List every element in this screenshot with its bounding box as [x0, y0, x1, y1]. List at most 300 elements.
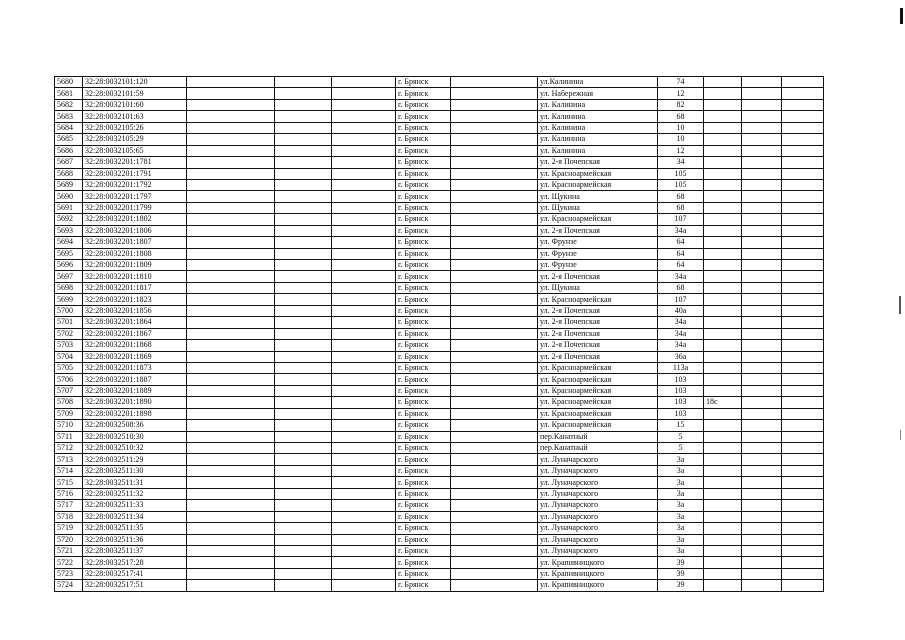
row-number-cell: 5683 — [55, 111, 83, 122]
empty-cell — [332, 88, 396, 99]
cadastral-number-cell: 32:28:0032201:1864 — [83, 317, 187, 328]
empty-cell — [742, 454, 782, 465]
city-cell: г. Брянск — [396, 465, 451, 476]
extra-cell — [704, 351, 742, 362]
cadastral-number-cell: 32:28:0032201:1807 — [83, 237, 187, 248]
table-row — [55, 408, 824, 419]
cadastral-number-cell: 32:28:0032201:1810 — [83, 271, 187, 282]
empty-cell — [187, 248, 275, 259]
empty-cell — [275, 477, 332, 488]
cadastral-number-cell: 32:28:0032105:65 — [83, 145, 187, 156]
empty-cell — [187, 465, 275, 476]
street-cell: ул. Луначарского — [538, 500, 658, 511]
house-number-cell: 3а — [658, 488, 704, 499]
extra-cell — [704, 362, 742, 373]
street-cell: ул. 2-я Почепская — [538, 351, 658, 362]
city-cell: г. Брянск — [396, 397, 451, 408]
table-row — [55, 77, 824, 88]
empty-cell — [332, 374, 396, 385]
empty-cell — [275, 500, 332, 511]
cadastral-number-cell: 32:28:0032511:34 — [83, 511, 187, 522]
empty-cell — [451, 568, 538, 579]
empty-cell — [742, 202, 782, 213]
table-row — [55, 443, 824, 454]
empty-cell — [451, 351, 538, 362]
extra-cell — [704, 77, 742, 88]
empty-cell — [332, 99, 396, 110]
empty-cell — [742, 122, 782, 133]
extra-cell — [704, 465, 742, 476]
cadastral-number-cell: 32:28:0032201:1868 — [83, 340, 187, 351]
empty-cell — [275, 282, 332, 293]
street-cell: ул. Красноармейская — [538, 168, 658, 179]
empty-cell — [782, 374, 824, 385]
cadastral-number-cell: 32:28:0032517:41 — [83, 568, 187, 579]
cadastral-number-cell: 32:28:0032508:36 — [83, 420, 187, 431]
empty-cell — [187, 191, 275, 202]
empty-cell — [187, 328, 275, 339]
empty-cell — [275, 168, 332, 179]
city-cell: г. Брянск — [396, 534, 451, 545]
row-number-cell: 5711 — [55, 431, 83, 442]
cadastral-number-cell: 32:28:0032201:1817 — [83, 282, 187, 293]
row-number-cell: 5685 — [55, 134, 83, 145]
cadastral-number-cell: 32:28:0032201:1808 — [83, 248, 187, 259]
extra-cell — [704, 111, 742, 122]
row-number-cell: 5719 — [55, 523, 83, 534]
house-number-cell: 74 — [658, 77, 704, 88]
empty-cell — [742, 545, 782, 556]
house-number-cell: 64 — [658, 237, 704, 248]
extra-cell — [704, 420, 742, 431]
street-cell: ул.Калинина — [538, 77, 658, 88]
row-number-cell: 5689 — [55, 179, 83, 190]
table-row — [55, 477, 824, 488]
empty-cell — [332, 202, 396, 213]
empty-cell — [451, 237, 538, 248]
row-number-cell: 5707 — [55, 385, 83, 396]
empty-cell — [782, 271, 824, 282]
row-number-cell: 5721 — [55, 545, 83, 556]
empty-cell — [187, 545, 275, 556]
empty-cell — [187, 145, 275, 156]
row-number-cell: 5694 — [55, 237, 83, 248]
empty-cell — [451, 580, 538, 591]
table-row — [55, 500, 824, 511]
street-cell: ул. Щукина — [538, 282, 658, 293]
empty-cell — [782, 408, 824, 419]
empty-cell — [332, 179, 396, 190]
row-number-cell: 5699 — [55, 294, 83, 305]
empty-cell — [782, 77, 824, 88]
empty-cell — [782, 351, 824, 362]
house-number-cell: 5 — [658, 443, 704, 454]
empty-cell — [782, 420, 824, 431]
empty-cell — [332, 294, 396, 305]
street-cell: ул. Луначарского — [538, 534, 658, 545]
empty-cell — [332, 340, 396, 351]
empty-cell — [782, 179, 824, 190]
house-number-cell: 39 — [658, 568, 704, 579]
city-cell: г. Брянск — [396, 305, 451, 316]
table-row — [55, 237, 824, 248]
city-cell: г. Брянск — [396, 225, 451, 236]
row-number-cell: 5701 — [55, 317, 83, 328]
house-number-cell: 15 — [658, 420, 704, 431]
empty-cell — [275, 523, 332, 534]
house-number-cell: 10 — [658, 134, 704, 145]
empty-cell — [782, 397, 824, 408]
empty-cell — [451, 317, 538, 328]
empty-cell — [275, 431, 332, 442]
cadastral-number-cell: 32:28:0032201:1867 — [83, 328, 187, 339]
registry-table — [54, 76, 824, 592]
house-number-cell: 3а — [658, 500, 704, 511]
table-row — [55, 488, 824, 499]
empty-cell — [275, 351, 332, 362]
empty-cell — [742, 523, 782, 534]
empty-cell — [275, 145, 332, 156]
extra-cell — [704, 202, 742, 213]
extra-cell — [704, 534, 742, 545]
empty-cell — [332, 122, 396, 133]
street-cell: ул. Луначарского — [538, 523, 658, 534]
street-cell: ул. Щукина — [538, 191, 658, 202]
empty-cell — [782, 557, 824, 568]
city-cell: г. Брянск — [396, 351, 451, 362]
empty-cell — [187, 534, 275, 545]
empty-cell — [332, 77, 396, 88]
house-number-cell: 103 — [658, 374, 704, 385]
extra-cell — [704, 477, 742, 488]
cadastral-number-cell: 32:28:0032201:1809 — [83, 260, 187, 271]
table-row — [55, 545, 824, 556]
table-row — [55, 134, 824, 145]
empty-cell — [451, 145, 538, 156]
row-number-cell: 5680 — [55, 77, 83, 88]
row-number-cell: 5709 — [55, 408, 83, 419]
empty-cell — [187, 77, 275, 88]
empty-cell — [187, 443, 275, 454]
extra-cell — [704, 523, 742, 534]
city-cell: г. Брянск — [396, 431, 451, 442]
row-number-cell: 5710 — [55, 420, 83, 431]
empty-cell — [187, 157, 275, 168]
scan-edge-artifact — [899, 296, 901, 314]
house-number-cell: 36а — [658, 351, 704, 362]
empty-cell — [451, 477, 538, 488]
empty-cell — [187, 374, 275, 385]
empty-cell — [742, 477, 782, 488]
empty-cell — [332, 305, 396, 316]
empty-cell — [782, 202, 824, 213]
empty-cell — [187, 397, 275, 408]
city-cell: г. Брянск — [396, 454, 451, 465]
row-number-cell: 5682 — [55, 99, 83, 110]
empty-cell — [275, 237, 332, 248]
extra-cell — [704, 408, 742, 419]
city-cell: г. Брянск — [396, 248, 451, 259]
empty-cell — [275, 305, 332, 316]
table-row — [55, 511, 824, 522]
empty-cell — [332, 408, 396, 419]
cadastral-number-cell: 32:28:0032201:1887 — [83, 374, 187, 385]
house-number-cell: 105 — [658, 168, 704, 179]
cadastral-number-cell: 32:28:0032201:1898 — [83, 408, 187, 419]
empty-cell — [451, 157, 538, 168]
empty-cell — [782, 488, 824, 499]
empty-cell — [742, 374, 782, 385]
extra-cell — [704, 99, 742, 110]
house-number-cell: 68 — [658, 282, 704, 293]
row-number-cell: 5705 — [55, 362, 83, 373]
cadastral-number-cell: 32:28:0032511:35 — [83, 523, 187, 534]
street-cell: ул. Луначарского — [538, 488, 658, 499]
extra-cell — [704, 580, 742, 591]
street-cell: ул. Фрунзе — [538, 248, 658, 259]
empty-cell — [451, 305, 538, 316]
empty-cell — [742, 328, 782, 339]
cadastral-number-cell: 32:28:0032105:26 — [83, 122, 187, 133]
city-cell: г. Брянск — [396, 214, 451, 225]
empty-cell — [187, 477, 275, 488]
empty-cell — [187, 202, 275, 213]
empty-cell — [187, 111, 275, 122]
street-cell: ул. Красноармейская — [538, 397, 658, 408]
table-row — [55, 397, 824, 408]
empty-cell — [782, 477, 824, 488]
cadastral-number-cell: 32:28:0032201:1802 — [83, 214, 187, 225]
extra-cell — [704, 340, 742, 351]
empty-cell — [451, 294, 538, 305]
house-number-cell: 3а — [658, 465, 704, 476]
extra-cell: 18с — [704, 397, 742, 408]
empty-cell — [332, 191, 396, 202]
table-row — [55, 271, 824, 282]
empty-cell — [782, 214, 824, 225]
row-number-cell: 5724 — [55, 580, 83, 591]
cadastral-number-cell: 32:28:0032201:1873 — [83, 362, 187, 373]
city-cell: г. Брянск — [396, 317, 451, 328]
street-cell: ул. Красноармейская — [538, 420, 658, 431]
empty-cell — [742, 385, 782, 396]
row-number-cell: 5691 — [55, 202, 83, 213]
empty-cell — [451, 443, 538, 454]
empty-cell — [275, 248, 332, 259]
city-cell: г. Брянск — [396, 420, 451, 431]
row-number-cell: 5713 — [55, 454, 83, 465]
extra-cell — [704, 305, 742, 316]
empty-cell — [187, 511, 275, 522]
empty-cell — [742, 225, 782, 236]
empty-cell — [451, 328, 538, 339]
empty-cell — [742, 420, 782, 431]
empty-cell — [275, 111, 332, 122]
extra-cell — [704, 225, 742, 236]
table-row — [55, 88, 824, 99]
empty-cell — [742, 465, 782, 476]
cadastral-number-cell: 32:28:0032511:29 — [83, 454, 187, 465]
empty-cell — [742, 443, 782, 454]
empty-cell — [187, 179, 275, 190]
cadastral-number-cell: 32:28:0032511:32 — [83, 488, 187, 499]
cadastral-number-cell: 32:28:0032101:59 — [83, 88, 187, 99]
extra-cell — [704, 294, 742, 305]
empty-cell — [187, 271, 275, 282]
row-number-cell: 5706 — [55, 374, 83, 385]
city-cell: г. Брянск — [396, 385, 451, 396]
empty-cell — [275, 465, 332, 476]
empty-cell — [742, 568, 782, 579]
registry-table-body — [55, 77, 824, 592]
empty-cell — [451, 465, 538, 476]
empty-cell — [742, 317, 782, 328]
house-number-cell: 68 — [658, 111, 704, 122]
empty-cell — [742, 260, 782, 271]
empty-cell — [187, 294, 275, 305]
empty-cell — [275, 568, 332, 579]
extra-cell — [704, 145, 742, 156]
empty-cell — [742, 362, 782, 373]
empty-cell — [451, 545, 538, 556]
empty-cell — [275, 214, 332, 225]
empty-cell — [782, 500, 824, 511]
empty-cell — [451, 523, 538, 534]
empty-cell — [332, 157, 396, 168]
empty-cell — [782, 248, 824, 259]
empty-cell — [451, 454, 538, 465]
empty-cell — [782, 511, 824, 522]
cadastral-number-cell: 32:28:0032201:1889 — [83, 385, 187, 396]
empty-cell — [187, 134, 275, 145]
street-cell: ул. Калинина — [538, 145, 658, 156]
empty-cell — [742, 88, 782, 99]
cadastral-number-cell: 32:28:0032511:33 — [83, 500, 187, 511]
empty-cell — [332, 534, 396, 545]
cadastral-number-cell: 32:28:0032201:1799 — [83, 202, 187, 213]
extra-cell — [704, 157, 742, 168]
row-number-cell: 5720 — [55, 534, 83, 545]
empty-cell — [275, 397, 332, 408]
empty-cell — [742, 488, 782, 499]
street-cell: ул. Красноармейская — [538, 214, 658, 225]
street-cell: ул. Луначарского — [538, 545, 658, 556]
row-number-cell: 5717 — [55, 500, 83, 511]
row-number-cell: 5716 — [55, 488, 83, 499]
street-cell: ул. Красноармейская — [538, 385, 658, 396]
street-cell: ул. Луначарского — [538, 511, 658, 522]
house-number-cell: 34 — [658, 157, 704, 168]
empty-cell — [332, 328, 396, 339]
row-number-cell: 5702 — [55, 328, 83, 339]
empty-cell — [451, 431, 538, 442]
city-cell: г. Брянск — [396, 340, 451, 351]
table-row — [55, 202, 824, 213]
row-number-cell: 5681 — [55, 88, 83, 99]
empty-cell — [451, 340, 538, 351]
empty-cell — [451, 88, 538, 99]
house-number-cell: 34а — [658, 317, 704, 328]
row-number-cell: 5718 — [55, 511, 83, 522]
extra-cell — [704, 214, 742, 225]
house-number-cell: 103 — [658, 408, 704, 419]
empty-cell — [275, 179, 332, 190]
table-row — [55, 523, 824, 534]
house-number-cell: 5 — [658, 431, 704, 442]
empty-cell — [187, 340, 275, 351]
row-number-cell: 5697 — [55, 271, 83, 282]
street-cell: ул. Красноармейская — [538, 408, 658, 419]
house-number-cell: 107 — [658, 214, 704, 225]
extra-cell — [704, 568, 742, 579]
empty-cell — [332, 145, 396, 156]
empty-cell — [782, 225, 824, 236]
empty-cell — [782, 534, 824, 545]
scan-edge-artifact — [900, 430, 901, 440]
city-cell: г. Брянск — [396, 99, 451, 110]
empty-cell — [782, 294, 824, 305]
empty-cell — [451, 385, 538, 396]
cadastral-number-cell: 32:28:0032105:29 — [83, 134, 187, 145]
row-number-cell: 5708 — [55, 397, 83, 408]
empty-cell — [742, 145, 782, 156]
empty-cell — [275, 99, 332, 110]
extra-cell — [704, 88, 742, 99]
empty-cell — [782, 443, 824, 454]
city-cell: г. Брянск — [396, 374, 451, 385]
cadastral-number-cell: 32:28:0032201:1890 — [83, 397, 187, 408]
row-number-cell: 5690 — [55, 191, 83, 202]
empty-cell — [275, 454, 332, 465]
city-cell: г. Брянск — [396, 568, 451, 579]
extra-cell — [704, 511, 742, 522]
city-cell: г. Брянск — [396, 168, 451, 179]
empty-cell — [451, 214, 538, 225]
empty-cell — [332, 443, 396, 454]
empty-cell — [451, 397, 538, 408]
house-number-cell: 3а — [658, 454, 704, 465]
table-row — [55, 420, 824, 431]
empty-cell — [451, 511, 538, 522]
empty-cell — [742, 340, 782, 351]
row-number-cell: 5684 — [55, 122, 83, 133]
street-cell: ул. Калинина — [538, 111, 658, 122]
table-row — [55, 282, 824, 293]
extra-cell — [704, 443, 742, 454]
city-cell: г. Брянск — [396, 145, 451, 156]
cadastral-number-cell: 32:28:0032201:1856 — [83, 305, 187, 316]
house-number-cell: 105 — [658, 179, 704, 190]
empty-cell — [187, 488, 275, 499]
empty-cell — [451, 374, 538, 385]
house-number-cell: 82 — [658, 99, 704, 110]
row-number-cell: 5696 — [55, 260, 83, 271]
house-number-cell: 64 — [658, 260, 704, 271]
empty-cell — [742, 191, 782, 202]
extra-cell — [704, 488, 742, 499]
empty-cell — [332, 420, 396, 431]
street-cell: ул. 2-я Почепская — [538, 317, 658, 328]
extra-cell — [704, 237, 742, 248]
table-row — [55, 99, 824, 110]
street-cell: ул. Луначарского — [538, 454, 658, 465]
city-cell: г. Брянск — [396, 511, 451, 522]
city-cell: г. Брянск — [396, 523, 451, 534]
empty-cell — [782, 168, 824, 179]
empty-cell — [187, 122, 275, 133]
empty-cell — [742, 168, 782, 179]
table-row — [55, 351, 824, 362]
